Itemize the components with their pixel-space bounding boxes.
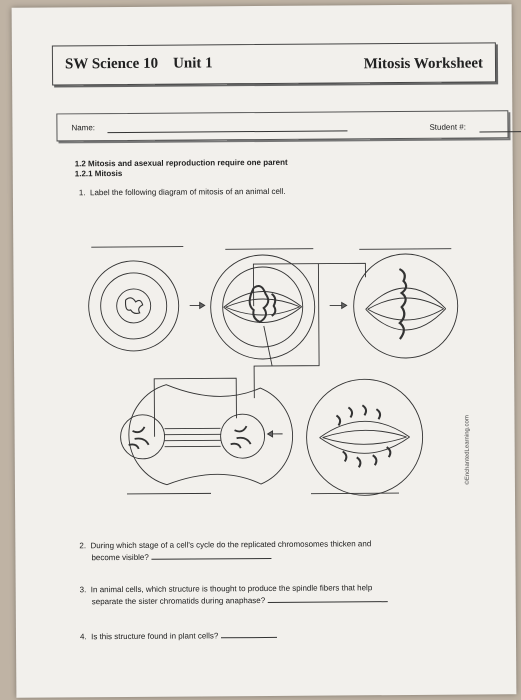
question-2-text-line2: become visible?	[91, 552, 149, 563]
interphase-cell	[88, 261, 179, 352]
diagram-watermark: ©EnchantedLearning.com	[464, 415, 471, 485]
prophase-nuclear-envelope	[222, 267, 303, 348]
question-3-answer-blank[interactable]	[267, 601, 387, 603]
worksheet-title: Mitosis Worksheet	[363, 55, 484, 73]
metaphase-chromosomes	[399, 269, 406, 339]
arrow-3-head	[268, 431, 273, 437]
interphase-chromatin	[125, 298, 142, 314]
prophase-spindle	[224, 291, 302, 323]
question-3	[80, 582, 388, 608]
question-3-number: 3.	[79, 585, 87, 595]
interphase-inner-ring	[100, 273, 166, 339]
label-blank-3	[359, 249, 451, 250]
worksheet-page	[12, 4, 517, 697]
telophase-nucleus-right	[220, 414, 264, 458]
label-blank-1	[91, 247, 183, 248]
telophase-spindle-midzone	[165, 428, 221, 446]
telophase-chromosomes-right	[231, 426, 251, 448]
telophase-nucleus-left	[120, 415, 164, 459]
question-4	[80, 630, 277, 643]
question-4-text: Is this structure found in plant cells?	[91, 631, 219, 642]
metaphase-spindle	[366, 288, 446, 331]
question-2-answer-blank[interactable]	[151, 558, 271, 560]
question-2-number: 2.	[79, 541, 87, 551]
telophase-chromosomes-left	[129, 427, 149, 449]
section-subheading: 1.2.1 Mitosis	[74, 168, 123, 179]
student-number-label: Student #:	[429, 122, 466, 132]
interphase-nucleus	[117, 289, 151, 323]
section-heading: 1.2 Mitosis and asexual reproduction require one parent	[74, 157, 288, 169]
arrow-1-head	[200, 302, 205, 308]
question-4-answer-blank[interactable]	[221, 637, 277, 638]
name-label: Name:	[71, 123, 96, 133]
question-2	[79, 538, 371, 564]
question-1-number: 1.	[78, 188, 86, 198]
question-2-text-line1: During which stage of a cell's cycle do the replicated chromosomes thicken and	[90, 539, 372, 551]
connector-3	[154, 378, 236, 437]
anaphase-spindle	[319, 421, 409, 454]
arrow-2-head	[342, 302, 347, 308]
label-blank-5	[311, 493, 399, 494]
question-4-number: 4.	[79, 632, 87, 642]
course-name: SW Science 10	[64, 55, 159, 73]
question-3-text-line2: separate the sister chromatids during anaphase?	[91, 595, 266, 607]
label-blank-2	[225, 249, 313, 250]
label-blank-4	[127, 493, 211, 494]
question-3-text-line1: In animal cells, which structure is thought to produce the spindle fibers that help	[90, 583, 373, 595]
question-1-text: Label the following diagram of mitosis of an animal cell.	[89, 186, 286, 198]
unit-name: Unit 1	[172, 55, 213, 72]
anaphase-chromosomes-top	[336, 405, 380, 425]
